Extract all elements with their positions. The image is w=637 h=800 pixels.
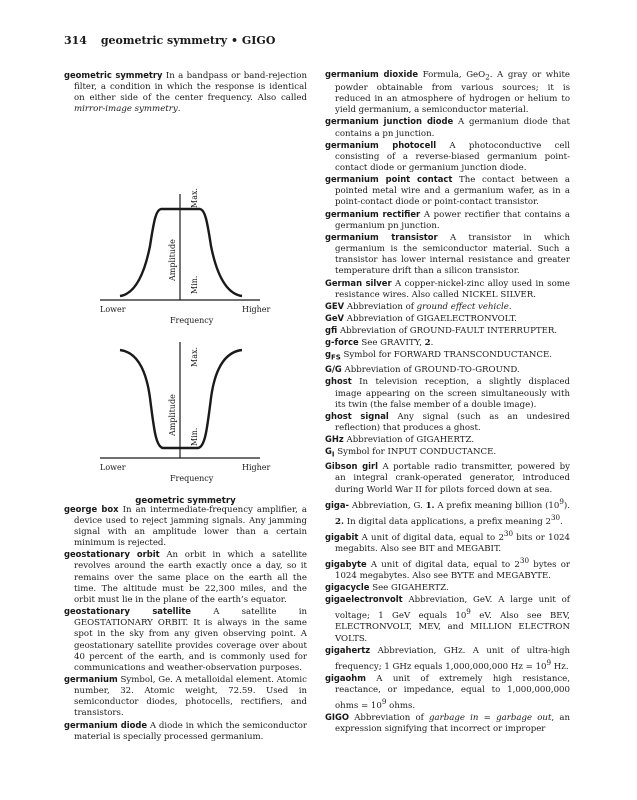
headword: GEV: [325, 300, 345, 311]
definition: A unit of digital data, equal to 2: [370, 559, 520, 570]
entry-germanium-dioxide: [325, 69, 570, 116]
entry-gigabit: [325, 528, 570, 555]
superscript: 30: [503, 528, 514, 538]
entry-gev: [325, 313, 570, 325]
page-header: [64, 34, 275, 47]
definition: In a bandpass or band-rejection filter, a condition in which the response is identical on either side of the center frequency. Also called: [74, 71, 307, 104]
headword-subscript: FS: [331, 354, 341, 363]
headword: G/G: [325, 364, 342, 375]
definition: Abbreviation of: [354, 713, 430, 724]
bottom-y-max: Max.: [190, 346, 199, 367]
definition: Any signal (such as an undesired reflection) that produces a ghost.: [335, 411, 571, 434]
entry-g-g: [325, 364, 570, 376]
headword: germanium transistor: [325, 231, 438, 242]
headword: GHz: [325, 434, 344, 445]
definition-italic: mirror-image symmetry: [74, 104, 178, 115]
headword: gigaelectronvolt: [325, 594, 403, 605]
entry-ghz: [325, 434, 570, 446]
definition: A germanium diode that contains a pn junction.: [335, 117, 570, 139]
definition: Abbreviation of GIGAHERTZ.: [346, 435, 475, 446]
headword: gfi: [325, 325, 338, 336]
top-y-max: Max.: [190, 187, 199, 208]
headword: German silver: [325, 277, 392, 288]
bottom-y-min: Min.: [190, 427, 199, 446]
entry-gi: [325, 446, 570, 461]
headword: GeV: [325, 313, 345, 323]
entry-gigabyte: [325, 555, 570, 582]
definition-cont: ohms.: [386, 701, 416, 712]
definition: See GIGAHERTZ.: [372, 583, 449, 594]
headword: ghost signal: [325, 410, 389, 421]
definition: In television reception, a slightly displaced image appearing on the screen simultaneously with its twin (the false member of a double image).: [335, 377, 570, 410]
page-number: 314: [64, 34, 87, 47]
entry-ghost: [325, 376, 570, 410]
figure-caption: geometric symmetry: [135, 495, 236, 506]
definition: Abbreviation of GROUND-FAULT INTERRUPTER.: [339, 326, 558, 337]
superscript: 30: [519, 555, 530, 565]
definition: Abbreviation, G.: [351, 500, 426, 511]
bottom-x-higher: Higher: [242, 462, 271, 472]
entry-gigahertz: [325, 645, 570, 673]
headword: [325, 446, 335, 460]
entry-germanium-rectifier: [325, 209, 570, 232]
entry-george-box: [64, 504, 307, 550]
top-y-min: Min.: [190, 275, 199, 294]
definition: A transistor in which germanium is the semiconductor material. Such a transistor has lower internal resistance and greater temperature drift than a silicon transistor.: [335, 232, 570, 277]
headword: gigaohm: [325, 672, 366, 683]
definition: In an intermediate-frequency amplifier, a device used to reject jamming signals. Any jamming signal with an amplitude lower than a certain minimum is rejected.: [74, 504, 307, 549]
running-title: geometric symmetry • GIGO: [100, 34, 276, 47]
headword: germanium: [64, 673, 118, 684]
headword: germanium rectifier: [325, 208, 421, 219]
top-x-lower: Lower: [100, 304, 126, 314]
headword: germanium dioxide: [325, 69, 419, 79]
headword: gigabyte: [325, 558, 367, 569]
sense-number-1: 1.: [425, 500, 435, 511]
definition-cont: In digital data applications, a prefix meaning 2: [343, 516, 551, 527]
definition: An orbit in which a satellite revolves around the earth exactly once a day, so it remains over the same place on the earth all the time. The altitude must be 22,300 miles, and the orbit must lie in the plane of the earth’s equator.: [74, 550, 307, 605]
entry-gibson-girl: [325, 461, 570, 495]
subscript: 2: [485, 72, 490, 82]
headword-subscript: I: [331, 451, 335, 460]
bottom-y-label: Amplitude: [168, 393, 177, 436]
bottom-x-label: Frequency: [170, 473, 214, 483]
headword: gigahertz: [325, 644, 371, 655]
definition: Abbreviation, GeV. A large unit of voltage; 1 GeV equals 10: [335, 595, 570, 622]
entry-germanium: [64, 674, 307, 720]
definition-cont: . A gray or white powder obtainable from various sources; it is reduced in an atmosphere of hydrogen or helium to yield germanium, a semiconductor material.: [335, 70, 570, 116]
headword: geostationary orbit: [64, 549, 160, 560]
bottom-x-lower: Lower: [100, 462, 126, 472]
entry-geostationary-orbit: [64, 549, 307, 606]
definition-italic: garbage in = garbage out: [429, 713, 552, 724]
definition: Formula, GeO: [422, 70, 486, 80]
headword: gigacycle: [325, 582, 370, 593]
entry-gigaelectronvolt: [325, 594, 570, 644]
headword-main: g: [325, 349, 331, 360]
sense-number: 2: [424, 338, 431, 349]
entry-germanium-photocell: [325, 140, 570, 174]
definition: Abbreviation of: [346, 301, 417, 312]
definition-cont: eV. Also see BEV, ELECTRONVOLT, MEV, and MILLION ELECTRON VOLTS.: [335, 611, 571, 644]
superscript: 9: [546, 657, 552, 667]
top-x-label: Frequency: [170, 315, 214, 325]
definition-cont: bits or 1024 megabits. Also see BIT and MEGABIT.: [335, 532, 570, 554]
definition-end: .: [508, 301, 512, 312]
band-rejection-curve: [120, 350, 242, 448]
superscript: 9: [381, 697, 387, 707]
headword: gigabit: [325, 531, 359, 542]
definition: A satellite in GEOSTATIONARY ORBIT. It is always in the same spot in the sky from any given observing point. A geostationary satellite provides coverage over about 40 percent of the earth, and is commonly used for communications and weather-observation purposes.: [74, 607, 308, 673]
definition: A photoconductive cell consisting of a reverse-biased germanium point-contact diode or germanium junction diode.: [335, 140, 571, 173]
entry-gigaohm: [325, 673, 570, 712]
headword: geometric symmetry: [64, 70, 163, 80]
definition: A diode in which the semiconductor material is specially processed germanium.: [74, 720, 308, 742]
definition: Symbol for INPUT CONDUCTANCE.: [337, 447, 497, 458]
definition: See GRAVITY,: [361, 338, 425, 349]
superscript: 9: [559, 496, 564, 506]
definition-end: .: [177, 104, 181, 115]
entry-ghost-signal: [325, 411, 570, 434]
definition-end: .: [430, 338, 434, 349]
headword: germanium point contact: [325, 174, 453, 185]
entry-g-force: [325, 337, 570, 349]
definition: Abbreviation of GIGAELECTRONVOLT.: [346, 314, 517, 324]
entry-german-silver: [325, 278, 570, 301]
top-x-higher: Higher: [242, 304, 271, 314]
definition: A unit of extremely high resistance, reactance, or impedance, equal to 1,000,000,000 ohms = 10: [335, 673, 570, 712]
definition-end: .: [560, 516, 563, 527]
definition: A copper-nickel-zinc alloy used in some resistance wires. Also called NICKEL SILVER.: [335, 278, 571, 300]
definition: Symbol for FORWARD TRANSCONDUCTANCE.: [343, 350, 553, 361]
bandpass-curve: [120, 209, 242, 296]
entry-geometric-symmetry: [64, 70, 307, 116]
headword: GIGO: [325, 712, 349, 723]
definition-cont: Hz.: [551, 661, 569, 672]
headword: george box: [64, 503, 119, 514]
left-column: [64, 70, 307, 743]
entry-germanium-transistor: [325, 232, 570, 278]
right-column: [325, 69, 570, 736]
headword: geostationary satellite: [64, 606, 191, 617]
headword-main: G: [325, 446, 332, 457]
superscript: 30: [550, 512, 561, 522]
entry-giga: [325, 496, 570, 528]
definition: A portable radio transmitter, powered by an integral crank-operated generator, introduced during World War II for pilots forced down at sea.: [335, 462, 570, 495]
definition-italic: ground effect vehicle: [416, 301, 509, 312]
definition: A power rectifier that contains a germanium pn junction.: [335, 209, 570, 231]
definition: Abbreviation, GHz. A unit of ultra-high frequency; 1 GHz equals 1,000,000,000 Hz = 10: [335, 645, 570, 672]
headword: ghost: [325, 376, 352, 387]
definition-cont: A prefix meaning billion (10: [434, 500, 560, 511]
definition-cont: , an expression signifying that incorrect or improper: [335, 713, 571, 735]
entry-gev-ground-effect: [325, 301, 570, 313]
superscript: 9: [466, 607, 471, 617]
definition: Abbreviation of GROUND-TO-GROUND.: [344, 365, 520, 376]
definition: Symbol, Ge. A metalloidal element. Atomic number, 32. Atomic weight, 72.59. Used in semiconductor diodes, photocells, rectifiers, and transistors.: [74, 674, 307, 719]
geometric-symmetry-figure: [64, 116, 307, 504]
top-y-label: Amplitude: [168, 238, 177, 281]
headword: Gibson girl: [325, 461, 378, 472]
entry-geostationary-satellite: [64, 606, 307, 674]
headword: germanium photocell: [325, 139, 437, 150]
definition-cont: bytes or 1024 megabytes. Also see BYTE and MEGABYTE.: [335, 559, 570, 581]
headword: giga-: [325, 499, 349, 510]
entry-gigo: [325, 712, 570, 735]
figure-graphs: [64, 116, 307, 504]
headword: germanium junction diode: [325, 116, 454, 127]
entry-gfi: [325, 325, 570, 337]
definition-cont: ).: [563, 500, 571, 511]
headword: g-force: [325, 337, 359, 348]
sense-number-2: 2.: [335, 516, 344, 527]
definition: A unit of digital data, equal to 2: [361, 532, 504, 543]
entry-germanium-diode: [64, 720, 307, 743]
entry-germanium-junction-diode: [325, 116, 570, 139]
definition: The contact between a pointed metal wire and a germanium wafer, as in a point-contact diode or point-contact transistor.: [335, 175, 570, 208]
entry-germanium-point-contact: [325, 174, 570, 208]
headword: germanium diode: [64, 719, 148, 730]
entry-gfs: [325, 349, 570, 364]
headword: [325, 349, 341, 363]
entry-gigacycle: [325, 582, 570, 594]
